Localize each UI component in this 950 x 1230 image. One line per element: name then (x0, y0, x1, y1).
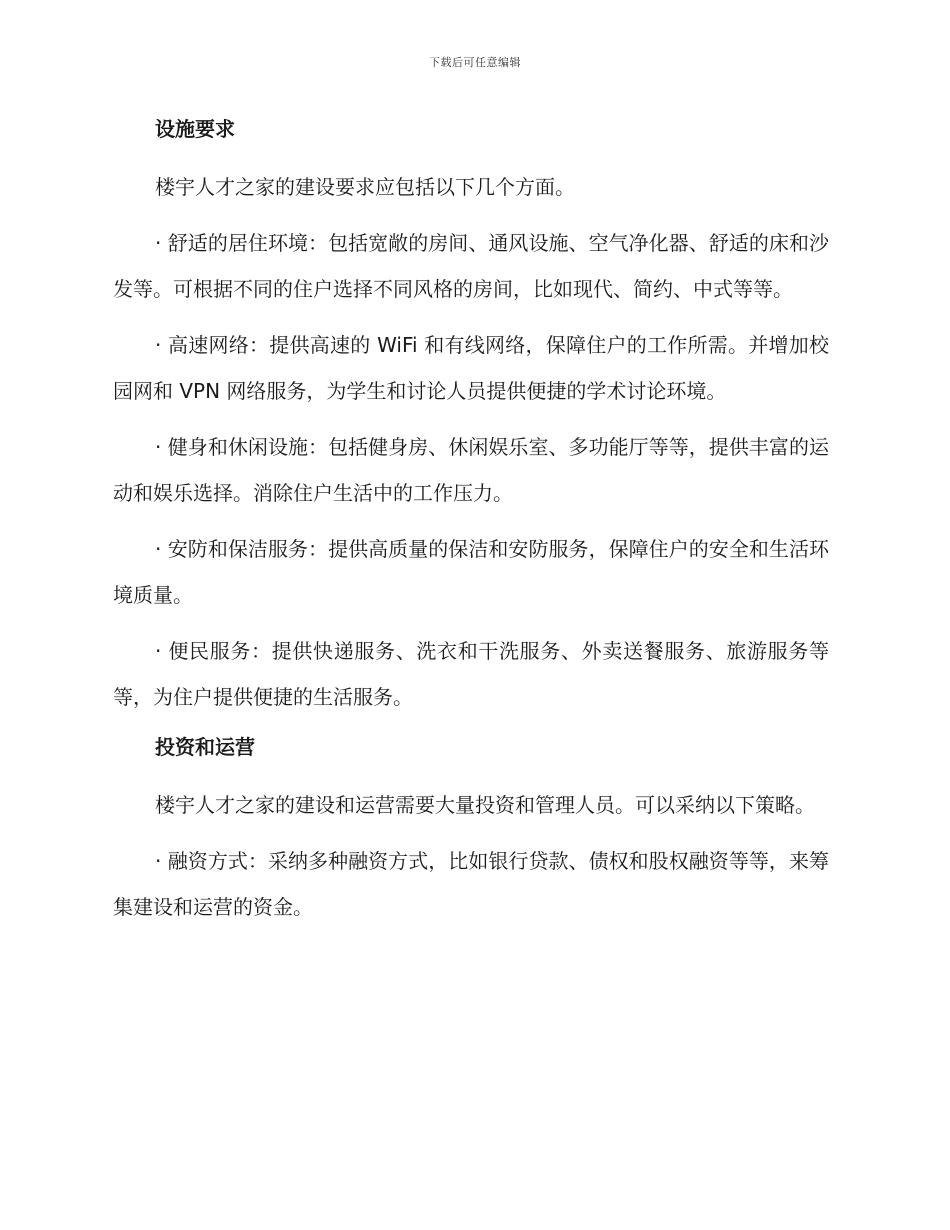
paragraph-intro: 楼宇人才之家的建设要求应包括以下几个方面。 (155, 175, 575, 199)
list-item-convenience-services: · 便民服务：提供快递服务、洗衣和干洗服务、外卖送餐服务、旅游服务等等，为住户提供便捷的生活服务。 (113, 639, 829, 709)
section-heading-facilities: 设施要求 (155, 117, 235, 141)
document-body (113, 112, 829, 940)
list-item-financing: · 融资方式：采纳多种融资方式，比如银行贷款、债权和股权融资等等，来筹集建设和运营的资金。 (113, 849, 829, 919)
page-header: 下载后可任意编辑 (429, 56, 521, 69)
section-heading-investment: 投资和运营 (155, 735, 255, 759)
list-item-fitness-leisure: · 健身和休闲设施：包括健身房、休闲娱乐室、多功能厅等等，提供丰富的运动和娱乐选择。消除住户生活中的工作压力。 (113, 435, 829, 505)
list-item-security-cleaning: · 安防和保洁服务：提供高质量的保洁和安防服务，保障住户的安全和生活环境质量。 (113, 537, 829, 607)
list-item-living-environment: · 舒适的居住环境：包括宽敞的房间、通风设施、空气净化器、舒适的床和沙发等。可根据不同的住户选择不同风格的房间，比如现代、简约、中式等等。 (113, 231, 829, 301)
list-item-network: · 高速网络：提供高速的 WiFi 和有线网络，保障住户的工作所需。并增加校园网和 VPN 网络服务，为学生和讨论人员提供便捷的学术讨论环境。 (113, 333, 829, 403)
paragraph-investment-intro: 楼宇人才之家的建设和运营需要大量投资和管理人员。可以采纳以下策略。 (155, 793, 815, 817)
